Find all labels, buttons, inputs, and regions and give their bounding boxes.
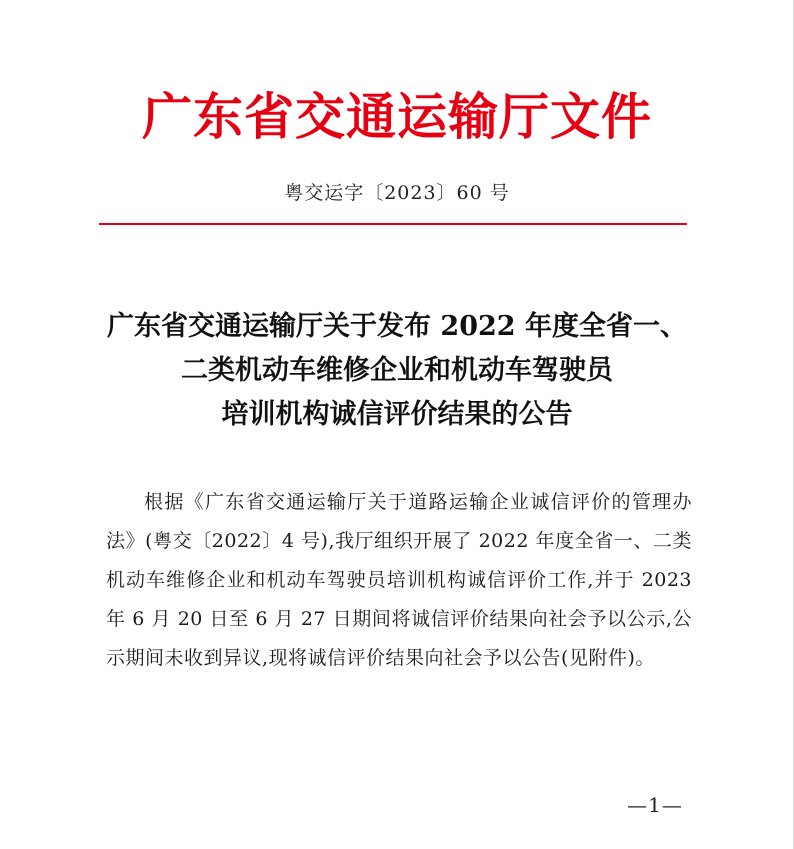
page-number: —1—	[627, 793, 683, 817]
notice-title-line: 二类机动车维修企业和机动车驾驶员	[181, 355, 613, 386]
notice-title-line: 广东省交通运输厅关于发布 2022 年度全省一、	[107, 311, 687, 342]
masthead-title: 广东省交通运输厅文件	[142, 88, 652, 146]
document-number: 粤交运字〔2023〕60 号	[284, 182, 510, 204]
body-paragraph: 根据《广东省交通运输厅关于道路运输企业诚信评价的管理办法》(粤交〔2022〕4 号),我厅组织开展了 2022 年度全省一、二类机动车维修企业和机动车驾驶员培训机构诚信评价工作,并于 2023 年 6 月 20 日至 6 月 27 日期间将诚信评价结果向社会予以公示,公示期间未收到异议,现将诚信评价结果向社会予以公告(见附件)。	[106, 491, 692, 669]
notice-title	[0, 305, 794, 437]
red-divider-line	[99, 223, 687, 225]
notice-title-line: 培训机构诚信评价结果的公告	[221, 399, 573, 430]
